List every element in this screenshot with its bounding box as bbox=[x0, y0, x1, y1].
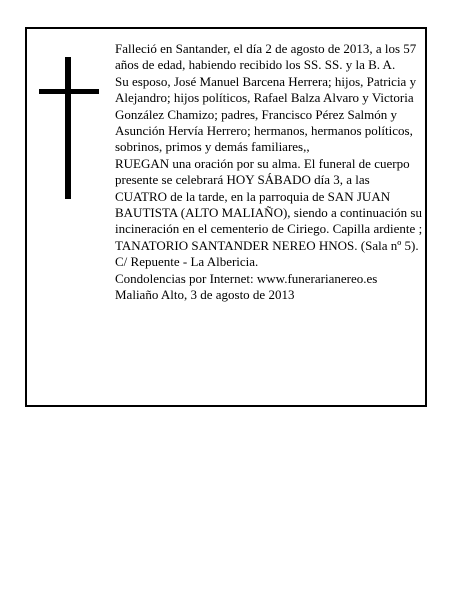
cross-horizontal-bar bbox=[39, 89, 99, 94]
funeral-details: RUEGAN una oración por su alma. El funeral de cuerpo presente se celebrará HOY SÁBADO día 3, a las CUATRO de la tarde, en la parroquia de SAN JUAN BAUTISTA (ALTO MALIAÑO), siendo a continuación su incineración en el cementerio de Ciriego. Capilla ardiente ; TANATORIO SANTANDER NEREO HNOS. (Sala nº 5). C/ Repuente - La Albericia. bbox=[115, 155, 423, 270]
cross-icon bbox=[39, 57, 99, 199]
death-announcement: Falleció en Santander, el día 2 de agosto de 2013, a los 57 años de edad, habiendo recibido los SS. SS. y la B. A. bbox=[115, 41, 417, 73]
family-list: Su esposo, José Manuel Barcena Herrera; hijos, Patricia y Alejandro; hijos políticos, Rafael Balza Alvaro y Victoria González Chamizo; padres, Francisco Pérez Salmón y Asunción Hervía Herrero; hermanos, hermanos políticos, sobrinos, primos y demás familiares,, bbox=[115, 73, 417, 155]
condolences-line: Condolencias por Internet: www.funerarianereo.es bbox=[115, 270, 378, 286]
notice-text bbox=[115, 41, 423, 304]
place-date: Maliaño Alto, 3 de agosto de 2013 bbox=[115, 287, 295, 303]
obituary-notice bbox=[25, 27, 427, 407]
cross-vertical-bar bbox=[65, 57, 71, 199]
